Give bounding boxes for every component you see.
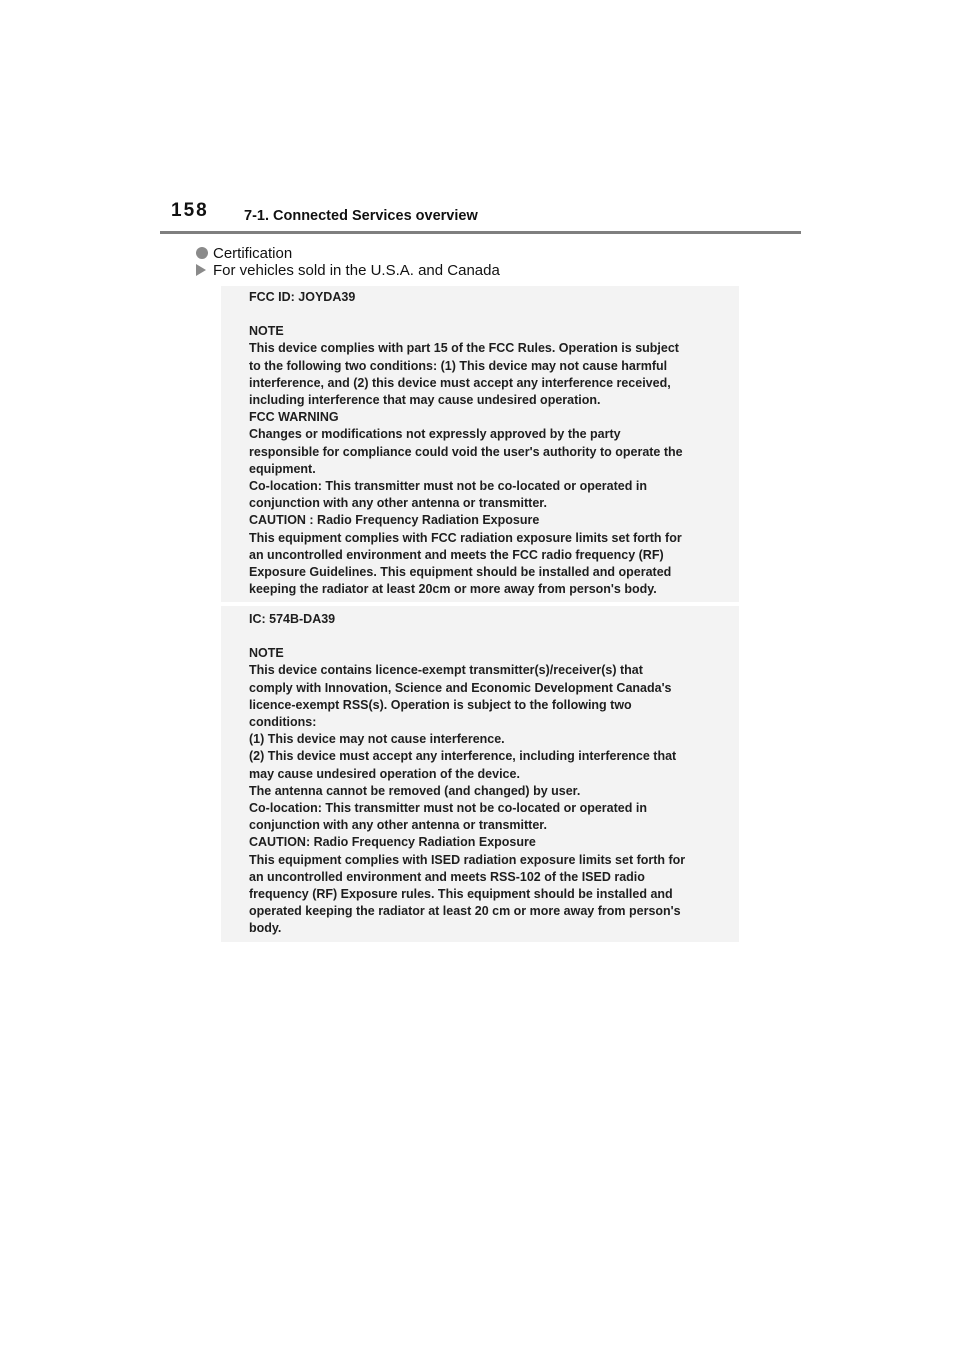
- fcc-line: to the following two conditions: (1) This device may not cause harmful: [249, 358, 668, 373]
- ic-line: The antenna cannot be removed (and changed) by user.: [249, 783, 581, 798]
- fcc-certification-image: [221, 286, 739, 602]
- fcc-line: FCC WARNING: [249, 410, 339, 425]
- fcc-line: an uncontrolled environment and meets the FCC radio frequency (RF): [249, 547, 664, 562]
- page-number: 158: [171, 200, 209, 221]
- fcc-line: Co-location: This transmitter must not be co-located or operated in: [249, 479, 647, 494]
- fcc-line: equipment.: [249, 461, 316, 476]
- fcc-line: responsible for compliance could void the user's authority to operate the: [249, 444, 683, 459]
- ic-line: may cause undesired operation of the device.: [249, 766, 520, 781]
- fcc-line: conjunction with any other antenna or transmitter.: [249, 496, 547, 511]
- ic-line: (1) This device may not cause interference.: [249, 732, 505, 747]
- page-header: [171, 200, 801, 230]
- fcc-id: FCC ID: JOYDA39: [249, 290, 356, 304]
- header-rule: [160, 231, 801, 234]
- ic-line: conditions:: [249, 715, 317, 730]
- ic-line: (2) This device must accept any interference, including interference that: [249, 749, 677, 764]
- fcc-line: NOTE: [249, 324, 284, 339]
- ic-line: body.: [249, 921, 282, 936]
- region-label: For vehicles sold in the U.S.A. and Canada: [213, 262, 500, 279]
- triangle-bullet-icon: [196, 264, 206, 276]
- certification-heading: [196, 245, 292, 262]
- ic-line: NOTE: [249, 646, 284, 661]
- ic-line: frequency (RF) Exposure rules. This equipment should be installed and: [249, 887, 673, 902]
- fcc-line: keeping the radiator at least 20cm or more away from person's body.: [249, 582, 657, 597]
- ic-line: Co-location: This transmitter must not be co-located or operated in: [249, 801, 647, 816]
- ic-line: an uncontrolled environment and meets RSS-102 of the ISED radio: [249, 869, 645, 884]
- fcc-line: This equipment complies with FCC radiation exposure limits set forth for: [249, 530, 682, 545]
- region-subheading: [196, 262, 500, 279]
- ic-line: This equipment complies with ISED radiation exposure limits set forth for: [249, 852, 686, 867]
- fcc-line: This device complies with part 15 of the FCC Rules. Operation is subject: [249, 341, 679, 356]
- fcc-line: interference, and (2) this device must accept any interference received,: [249, 375, 671, 390]
- ic-certification-image: [221, 606, 739, 942]
- ic-line: CAUTION: Radio Frequency Radiation Exposure: [249, 835, 536, 850]
- certification-label: Certification: [213, 245, 293, 262]
- fcc-line: including interference that may cause undesired operation.: [249, 393, 601, 408]
- fcc-line: Exposure Guidelines. This equipment should be installed and operated: [249, 565, 672, 580]
- ic-line: licence-exempt RSS(s). Operation is subject to the following two: [249, 697, 632, 712]
- circle-bullet-icon: [196, 247, 208, 259]
- fcc-line: CAUTION : Radio Frequency Radiation Exposure: [249, 513, 540, 528]
- ic-line: conjunction with any other antenna or transmitter.: [249, 818, 547, 833]
- ic-line: This device contains licence-exempt transmitter(s)/receiver(s) that: [249, 663, 643, 678]
- ic-line: operated keeping the radiator at least 20 cm or more away from person's: [249, 904, 681, 919]
- ic-line: comply with Innovation, Science and Economic Development Canada's: [249, 680, 672, 695]
- section-title: 7-1. Connected Services overview: [244, 208, 478, 224]
- ic-id: IC: 574B-DA39: [249, 612, 336, 626]
- fcc-line: Changes or modifications not expressly approved by the party: [249, 427, 621, 442]
